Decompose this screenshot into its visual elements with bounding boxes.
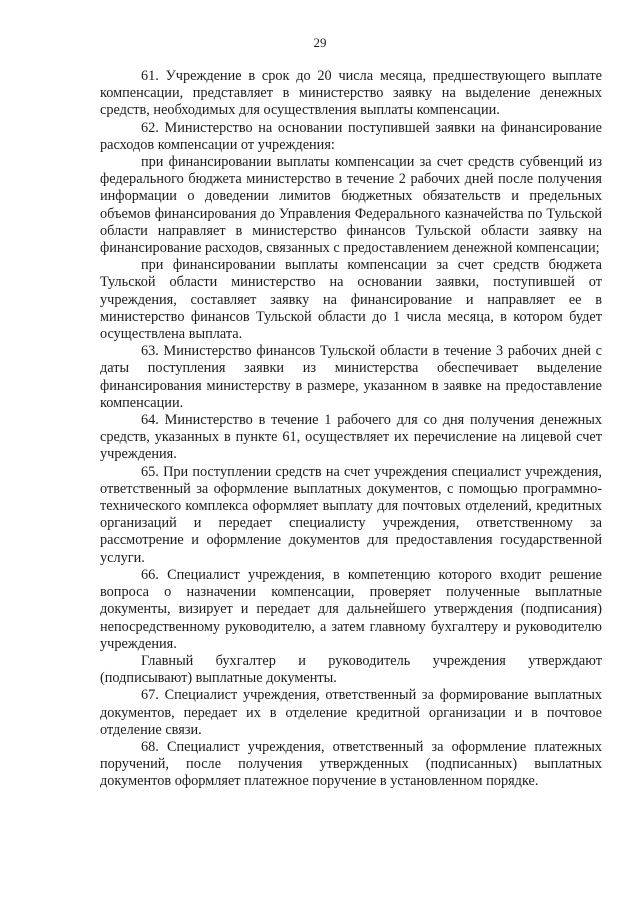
document-body	[100, 68, 602, 791]
paragraph-62: 62. Министерство на основании поступившей заявки на финансирование расходов компенсации от учреждения:	[100, 119, 602, 153]
paragraph-68: 68. Специалист учреждения, ответственный за оформление платежных поручений, после получения утвержденных (подписанных) выплатных документов оформляет платежное поручение в установленном порядке.	[100, 738, 602, 790]
page-number: 29	[313, 35, 327, 50]
paragraph-63: 63. Министерство финансов Тульской области в течение 3 рабочих дней с даты поступления заявки из министерства обеспечивает выделение финансирования министерству в размере, указанном в заявке на предоставление компенсации.	[100, 343, 602, 411]
paragraph-64: 64. Министерство в течение 1 рабочего для со дня получения денежных средств, указанных в пункте 61, осуществляет их перечисление на лицевой счет учреждения.	[100, 412, 602, 463]
paragraph-66: 66. Специалист учреждения, в компетенцию которого входит решение вопроса о назначении компенсации, проверяет полученные выплатные документы, визирует и передает для дальнейшего утверждения (подписания) непосредственному руководителю, а затем главному бухгалтеру и руководителю учреждения.	[100, 566, 602, 652]
paragraph-62-federal: при финансировании выплаты компенсации за счет средств субвенций из федерального бюджета министерство в течение 2 рабочих дней после получения информации о доведении лимитов бюджетных обязательств и предельных объемов финансирования до Управления Федерального казначейства по Тульской области направляет в министерство финансов Тульской области заявку на финансирование расходов, связанных с предоставлением денежной компенсации;	[100, 154, 602, 257]
paragraph-65: 65. При поступлении средств на счет учреждения специалист учреждения, ответственный за оформление выплатных документов, с помощью программно-технического комплекса оформляет выплату для почтовых отделений, кредитных организаций и передает специалисту учреждения, ответственному за рассмотрение и оформление документов для предоставления государственной услуги.	[100, 463, 602, 566]
paragraph-61: 61. Учреждение в срок до 20 числа месяца, предшествующего выплате компенсации, представляет в министерство заявку на выделение денежных средств, необходимых для осуществления выплаты компенсации.	[100, 68, 602, 119]
paragraph-62-regional: при финансировании выплаты компенсации за счет средств бюджета Тульской области министерство на основании заявки, поступившей от учреждения, составляет заявку на финансирование и направляет ее в министерство финансов Тульской области до 1 числа месяца, в котором будет осуществлена выплата.	[100, 257, 602, 343]
paragraph-67: 67. Специалист учреждения, ответственный за формирование выплатных документов, передает их в отделение кредитной организации и в почтовое отделение связи.	[100, 687, 602, 738]
paragraph-66-signature: Главный бухгалтер и руководитель учреждения утверждают (подписывают) выплатные документы.	[100, 652, 602, 687]
